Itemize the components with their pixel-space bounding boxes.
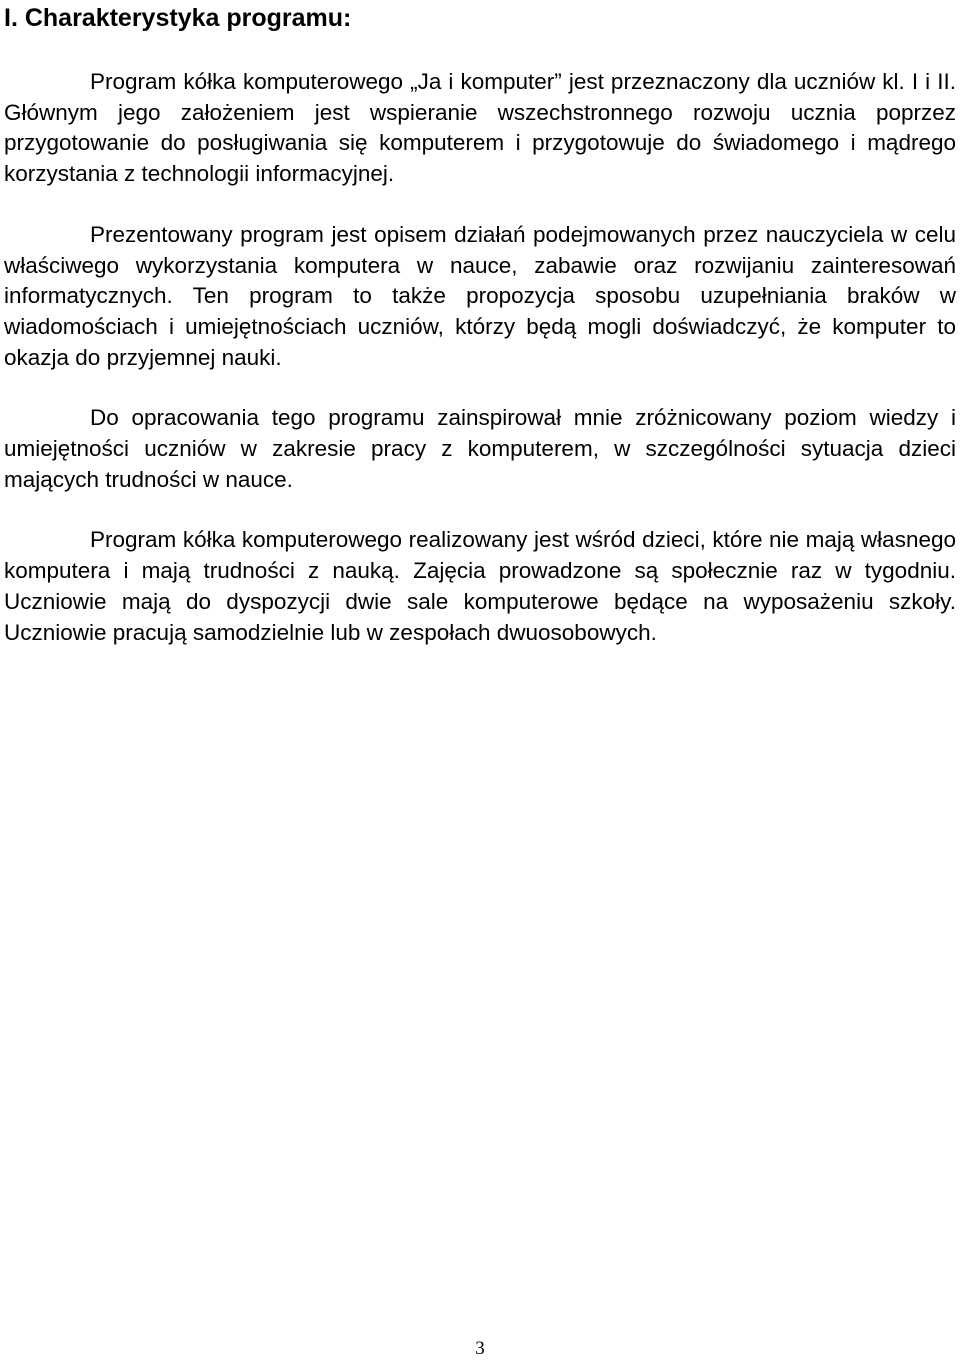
paragraph-program-presentation: Prezentowany program jest opisem działań podejmowanych przez nauczyciela w celu właściwego wykorzystania komputera w nauce, zabawie oraz rozwijaniu zainteresowań informatycznych. Ten program to także propozycja sposobu uzupełniania braków w wiadomościach i umiejętnościach uczniów, którzy będą mogli doświadczyć, że komputer to okazja do przyjemnej nauki. [4,221,956,370]
paragraph-program-description: Program kółka komputerowego „Ja i komputer” jest przeznaczony dla uczniów kl. I i II. Głównym jego założeniem jest wspieranie wszechstronnego rozwoju ucznia poprzez przygotowanie do posługiwania się komputerem i przygotowuje do świadomego i mądrego korzystania z technologii informacyjnej. [4,69,956,187]
page-number: 3 [475,1338,485,1359]
paragraph-program-realization: Program kółka komputerowego realizowany jest wśród dzieci, które nie mają własnego komputera i mają trudności z nauką. Zajęcia prowadzone są społecznie raz w tygodniu. Uczniowie mają do dyspozycji dwie sale komputerowe będące na wyposażeniu szkoły. Uczniowie pracują samodzielnie lub w zespołach dwuosobowych. [4,527,956,645]
document-page [4,0,956,648]
section-heading: I. Charakterystyka programu: [4,4,352,32]
paragraph-program-inspiration: Do opracowania tego programu zainspirował mnie zróżnicowany poziom wiedzy i umiejętności uczniów w zakresie pracy z komputerem, w szczególności sytuacja dzieci mających trudności w nauce. [4,405,956,492]
